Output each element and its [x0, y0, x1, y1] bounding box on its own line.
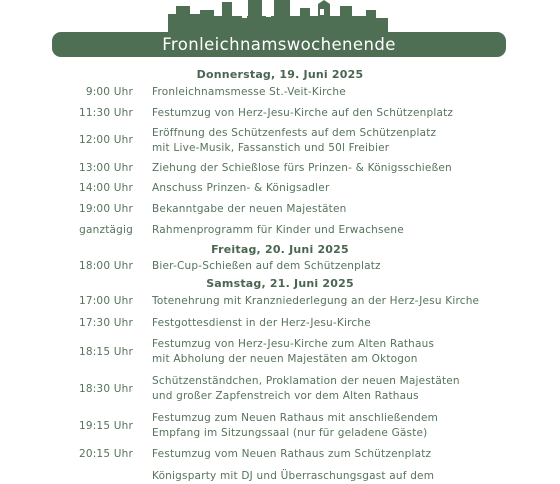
- day-heading-friday: Freitag, 20. Juni 2025: [211, 243, 349, 256]
- event-description-line: mit Abholung der neuen Majestäten am Oktogon: [152, 353, 418, 365]
- town-skyline-graphic: [0, 0, 560, 34]
- event-description: [152, 202, 552, 217]
- event-time: 19:15 Uhr: [78, 420, 133, 432]
- event-description-line: mit Live-Musik, Fassanstich und 50l Freibier: [152, 142, 390, 154]
- event-time: 9:00 Uhr: [85, 86, 133, 98]
- event-description-line: Anschuss Prinzen- & Königsadler: [152, 182, 330, 194]
- event-description-line: Ziehung der Schießlose fürs Prinzen- & Königsschießen: [152, 162, 452, 174]
- event-description-line: Bier-Cup-Schießen auf dem Schützenplatz: [152, 260, 381, 272]
- event-time: 18:00 Uhr: [78, 260, 133, 272]
- event-description-line: Festumzug vom Neuen Rathaus zum Schützenplatz: [152, 448, 432, 460]
- event-time: 14:00 Uhr: [78, 182, 133, 194]
- event-description: [152, 181, 552, 196]
- title-banner: [52, 32, 506, 57]
- event-description: [152, 85, 552, 100]
- event-time: 11:30 Uhr: [78, 107, 133, 119]
- event-time: 13:00 Uhr: [78, 162, 133, 174]
- event-description: [152, 259, 552, 274]
- day-heading-thursday: Donnerstag, 19. Juni 2025: [196, 68, 364, 81]
- event-description-line: Festumzug von Herz-Jesu-Kirche zum Alten Rathaus: [152, 338, 435, 350]
- event-description-line: Totenehrung mit Kranzniederlegung an der Herz-Jesu Kirche: [152, 295, 480, 307]
- event-description-line: Bekanntgabe der neuen Majestäten: [152, 203, 347, 215]
- event-description-line: Fronleichnamsmesse St.-Veit-Kirche: [152, 86, 346, 98]
- banner-title: Fronleichnamswochenende: [162, 35, 396, 54]
- event-description: [152, 447, 552, 462]
- event-description: [152, 337, 552, 367]
- event-description-line: Königsparty mit DJ und Überraschungsgast auf dem: [152, 470, 435, 482]
- event-time: 19:00 Uhr: [78, 203, 133, 215]
- event-description-line: Eröffnung des Schützenfests auf dem Schützenplatz: [152, 127, 437, 139]
- event-time: ganztägig: [79, 224, 133, 236]
- event-description: [152, 223, 552, 238]
- event-time: 18:15 Uhr: [78, 346, 133, 358]
- event-description-line: und großer Zapfenstreich vor dem Alten Rathaus: [152, 390, 419, 402]
- event-description: [152, 374, 552, 404]
- event-description-line: Empfang im Sitzungssaal (nur für geladene Gäste): [152, 427, 428, 439]
- event-description: [152, 106, 552, 121]
- event-description-line: Schützenständchen, Proklamation der neuen Majestäten: [152, 375, 460, 387]
- event-description: [152, 161, 552, 176]
- event-time: 20:15 Uhr: [78, 448, 133, 460]
- event-description: [152, 316, 552, 331]
- event-description: [152, 411, 552, 441]
- event-description-line: Rahmenprogramm für Kinder und Erwachsene: [152, 224, 404, 236]
- event-description-line: Festumzug von Herz-Jesu-Kirche auf den Schützenplatz: [152, 107, 454, 119]
- event-time: 12:00 Uhr: [78, 134, 133, 146]
- event-description: [152, 294, 552, 309]
- event-time: 17:00 Uhr: [78, 295, 133, 307]
- event-time: 17:30 Uhr: [78, 317, 133, 329]
- event-time: 18:30 Uhr: [78, 383, 133, 395]
- event-description-line: Festgottesdienst in der Herz-Jesu-Kirche: [152, 317, 371, 329]
- day-heading-saturday: Samstag, 21. Juni 2025: [206, 277, 354, 290]
- event-description: [152, 126, 552, 156]
- event-description-line: Festumzug zum Neuen Rathaus mit anschließendem: [152, 412, 439, 424]
- event-description: [152, 469, 552, 484]
